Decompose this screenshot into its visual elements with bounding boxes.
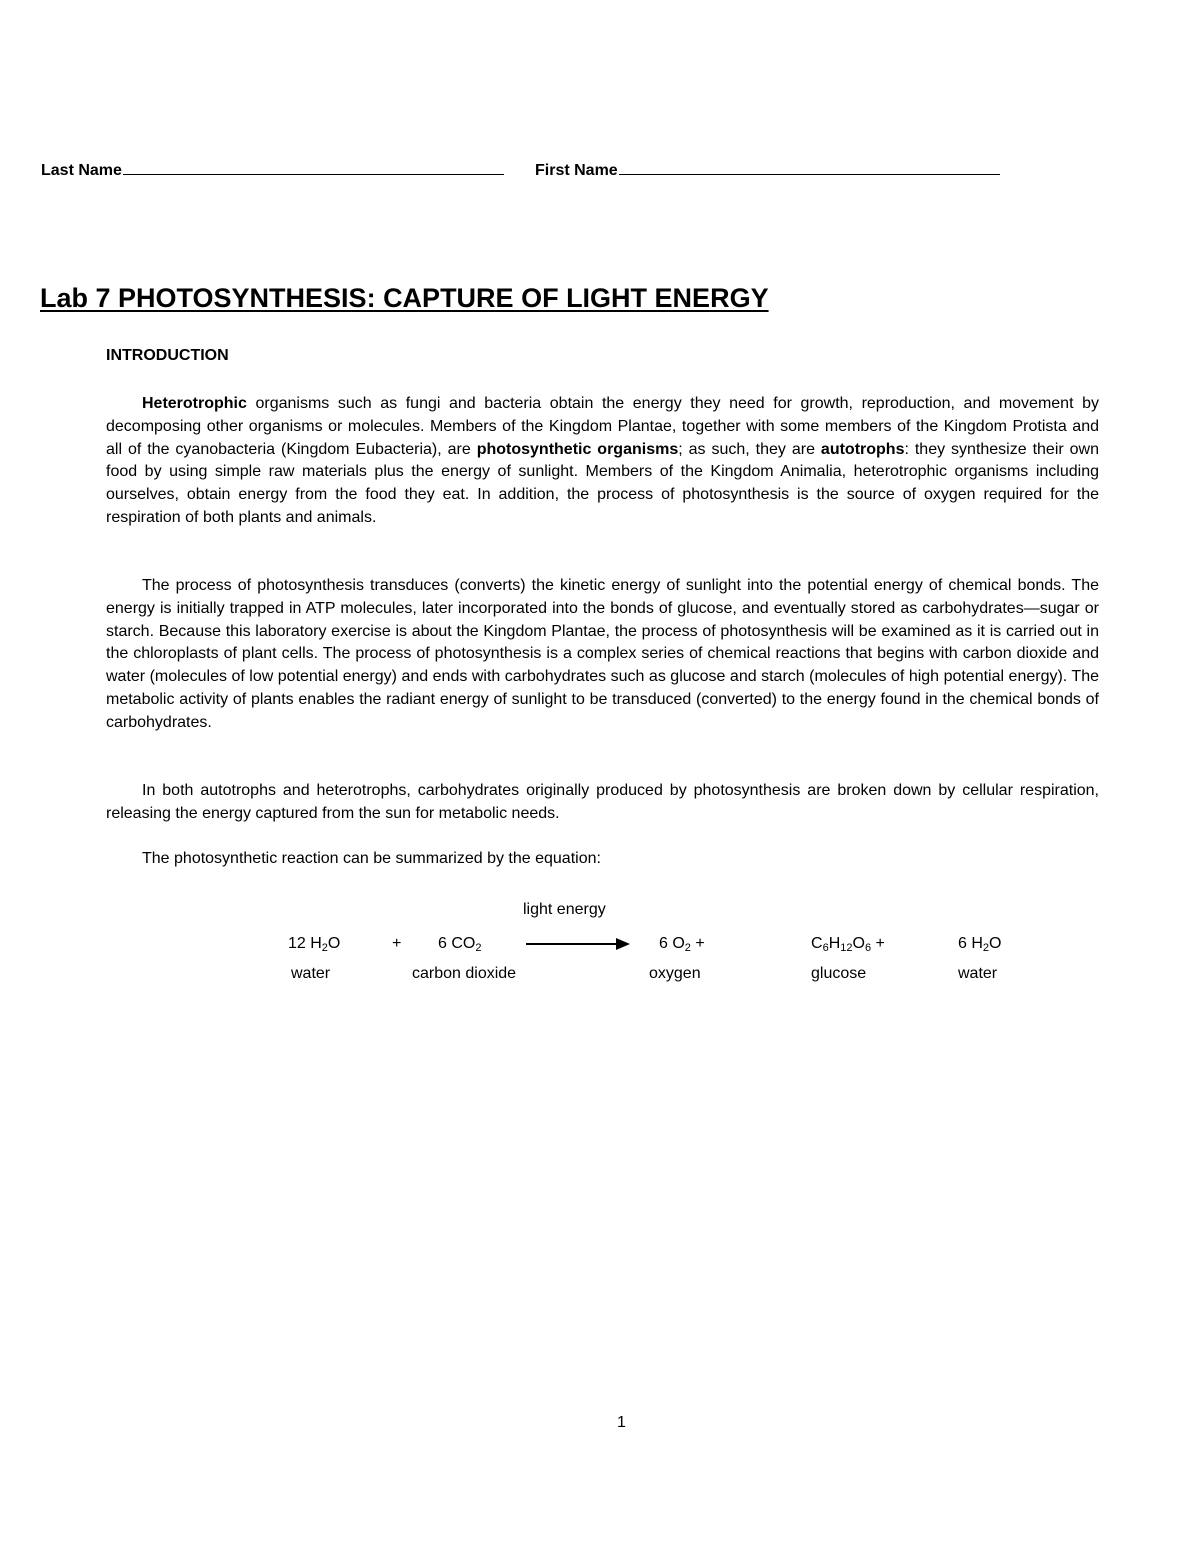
product-glucose: $C_6H_{12}O_6$ + — [811, 935, 885, 954]
intro-paragraph-1 — [106, 393, 1099, 530]
term-heterotrophic: Heterotrophic — [142, 395, 247, 412]
product-water: 6 $H_2O$ — [958, 935, 1002, 954]
intro-paragraph-3: In both autotrophs and heterotrophs, carbohydrates originally produced by photosynthesis are broken down by cellular respiration, releasing the energy captured from the sun for metabolic needs. — [106, 782, 1099, 822]
paragraph-1-text-b: ; as such, they are — [678, 440, 821, 458]
first-name-blank — [619, 158, 1000, 175]
page-title: Lab 7 PHOTOSYNTHESIS: CAPTURE OF LIGHT ENERGY — [40, 283, 769, 313]
intro-paragraph-2: The process of photosynthesis transduces (converts) the kinetic energy of sunlight into the potential energy of chemical bonds. The energy is initially trapped in ATP molecules, later incorporated into the bonds of glucose, and eventually stored as carbohydrates—sugar or starch. Because this laboratory exercise is about the Kingdom Plantae, the process of photosynthesis will be examined as it is carried out in the chloroplasts of plant cells. The process of photosynthesis is a complex series of chemical reactions that begins with carbon dioxide and water (molecules of low potential energy) and ends with carbohydrates such as glucose and starch (molecules of high potential energy). The metabolic activity of plants enables the radiant energy of sunlight to be transduced (converted) to the energy found in the chemical bonds of carbohydrates. — [106, 577, 1099, 731]
paragraph-1-text-a: organisms such as fungi and bacteria obtain the energy they need for growth, reproduction, and movement by decomposing other organisms or molecules. Members of the Kingdom Plantae, together with some members of the Kingdom Protista and all of the cyanobacteria (Kingdom Eubacteria), are — [106, 395, 1099, 458]
plus-sign: + — [392, 935, 402, 952]
intro-paragraph-4: The photosynthetic reaction can be summarized by the equation: — [142, 850, 601, 867]
label-water-product: water — [958, 965, 998, 982]
first-name-label: First Name — [535, 162, 618, 179]
last-name-label: Last Name — [41, 162, 122, 179]
section-heading-introduction: INTRODUCTION — [106, 347, 229, 364]
term-autotrophs: autotrophs — [820, 440, 905, 458]
arrow-label-light-energy: light energy — [523, 901, 606, 918]
term-photosynthetic-organisms: photosynthetic organisms — [476, 440, 679, 458]
paragraph-1-text-c: : they synthesize their own food by using simple raw materials plus the energy of sunlight. Members of the Kingdom Animalia, heterotrophic organisms including ourselves, obtain energy from the food they eat. In addition, the process of photosynthesis is the source of oxygen required for the respiration of both plants and animals. — [106, 440, 1100, 526]
label-carbon-dioxide: carbon dioxide — [412, 965, 517, 982]
last-name-field — [41, 158, 504, 180]
first-name-field — [535, 158, 1000, 180]
product-oxygen: 6 $O_2$ + — [659, 935, 705, 954]
reactant-water: 12 $H_2O$ — [288, 935, 341, 954]
label-water-reactant: water — [291, 965, 331, 982]
label-oxygen: oxygen — [649, 965, 701, 982]
reactant-carbon-dioxide: 6 $CO_2$ — [438, 935, 482, 954]
label-glucose: glucose — [811, 965, 867, 982]
last-name-blank — [123, 158, 504, 175]
page-number: 1 — [617, 1414, 626, 1431]
reaction-arrow-icon — [526, 936, 630, 952]
